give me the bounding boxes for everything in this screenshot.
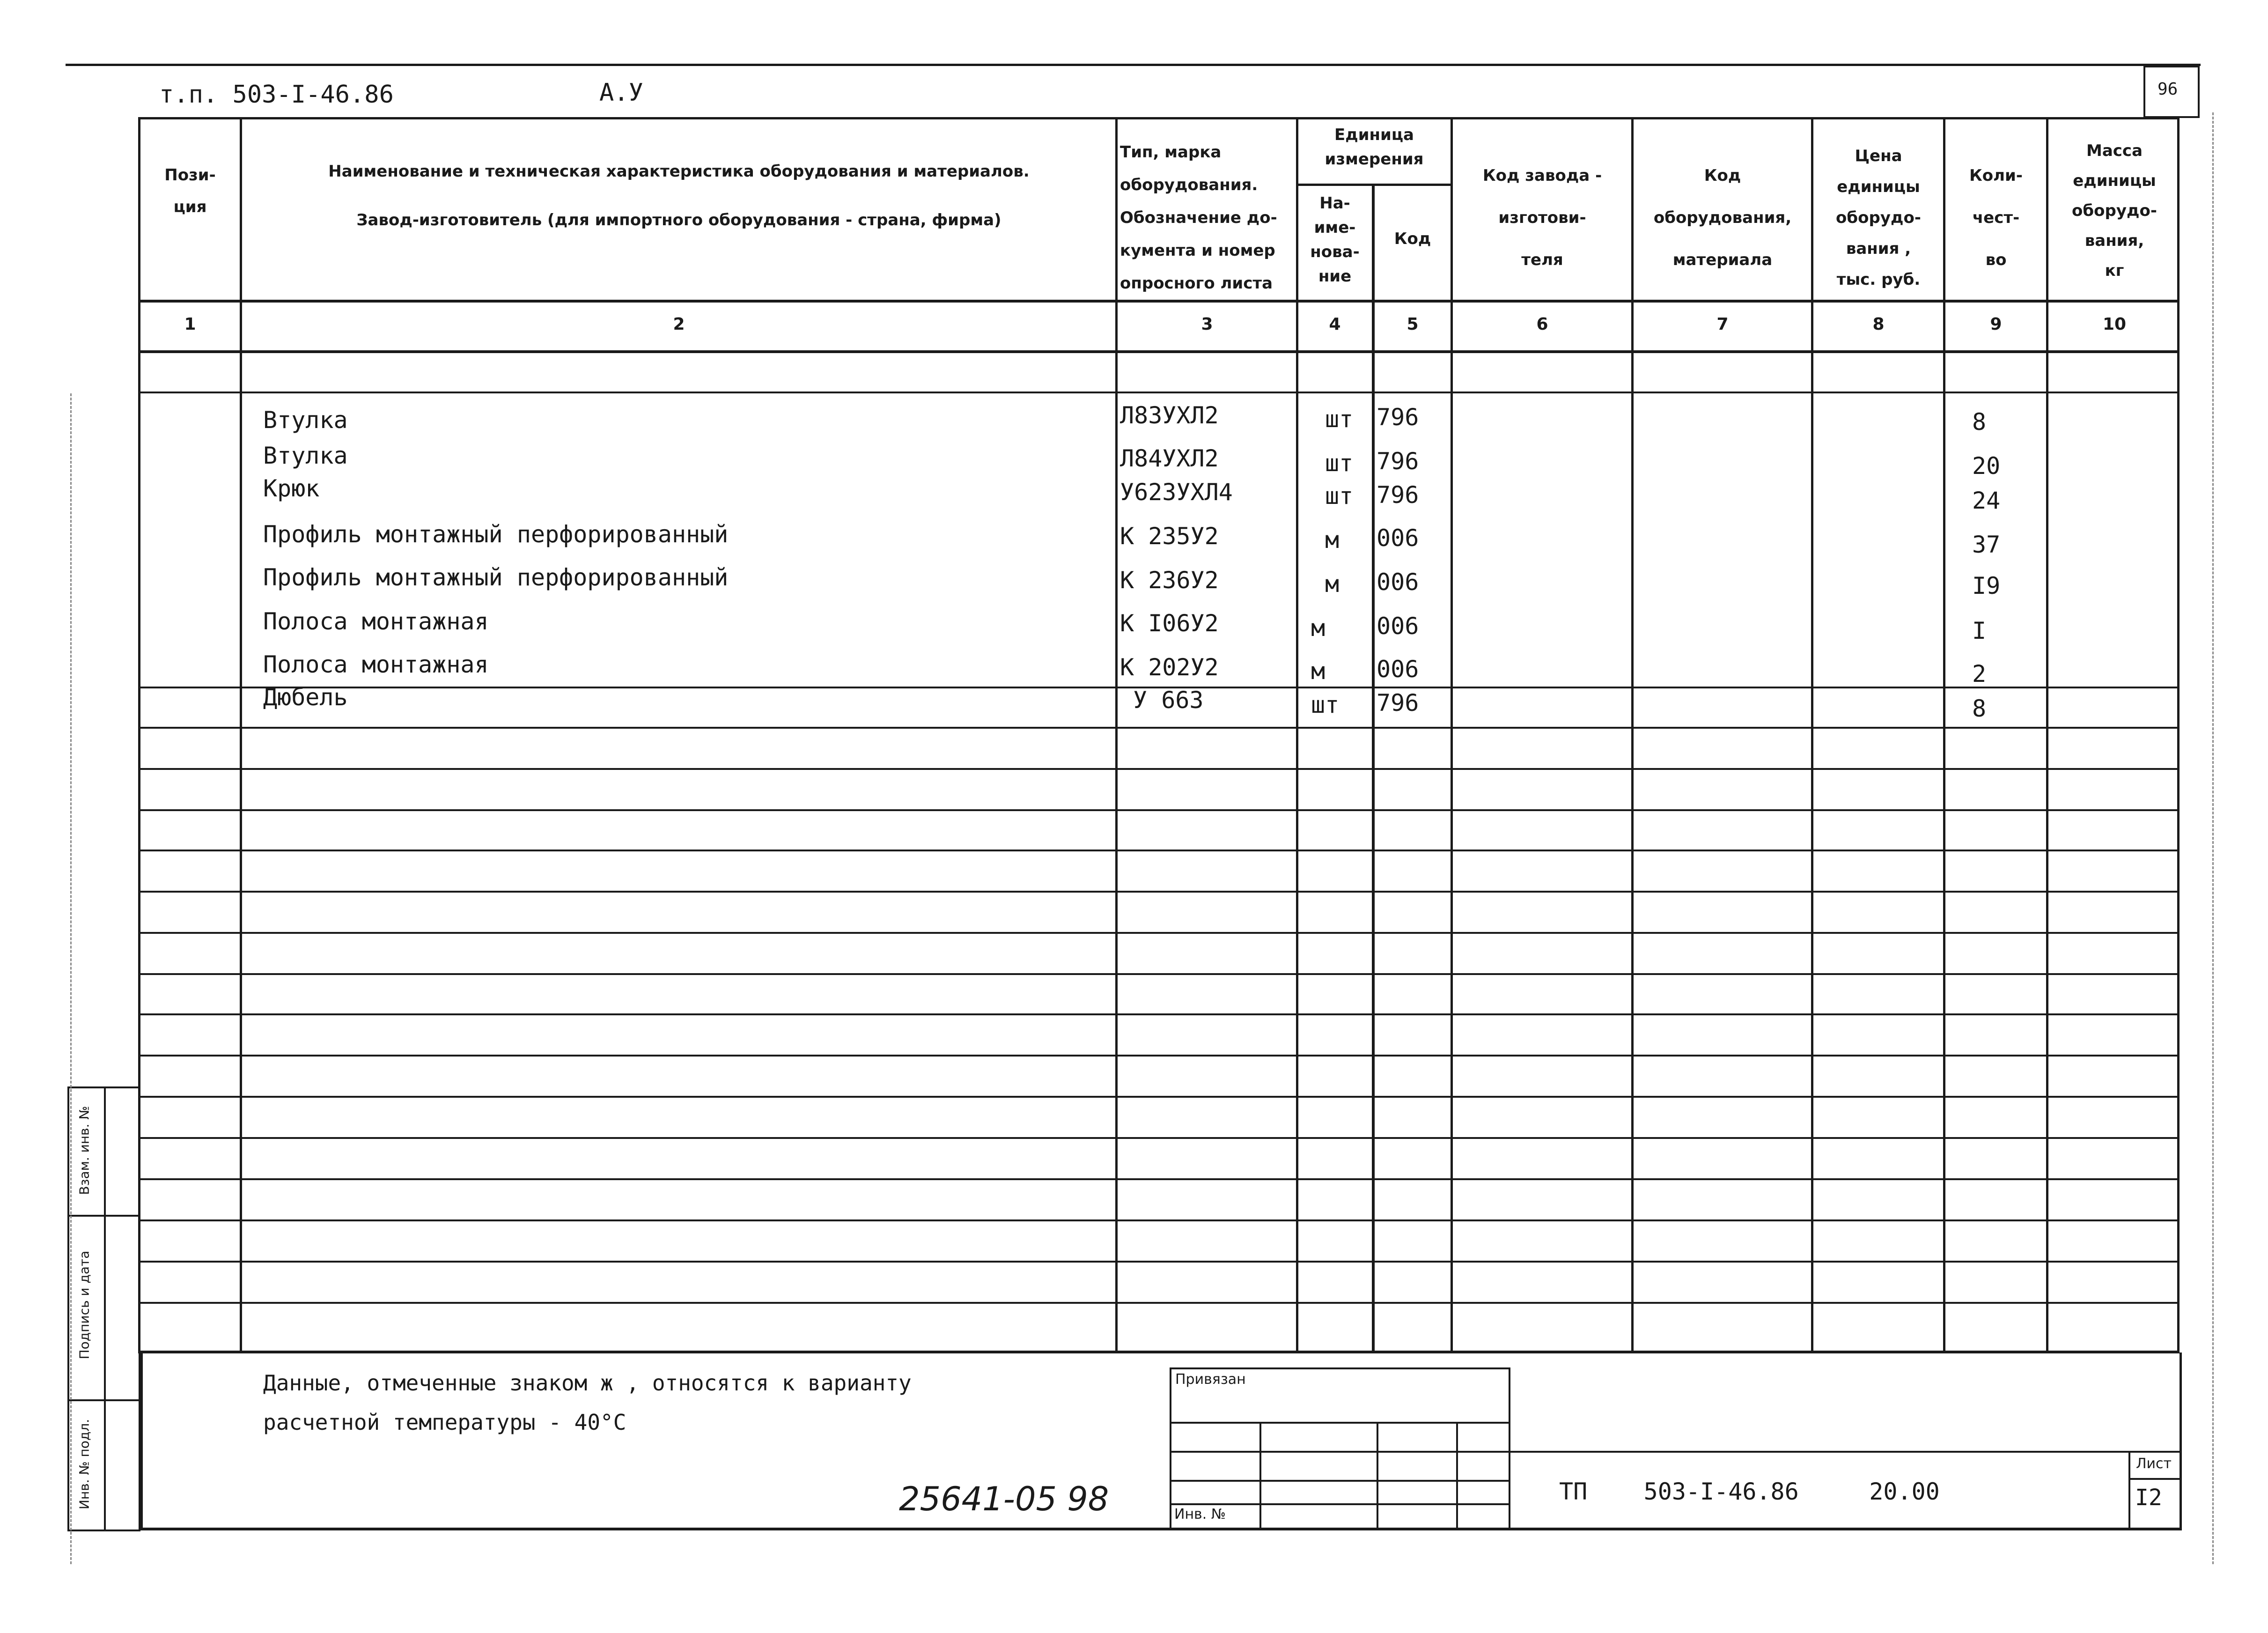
item-code: 006 [1377, 569, 1419, 596]
item-name: Дюбель [263, 684, 348, 711]
colnum-5: 5 [1406, 315, 1419, 334]
footer-note-line-1: Данные, отмеченные знаком ж , относятся к варианту [263, 1370, 912, 1396]
side-stamp-rule-1 [67, 1215, 140, 1217]
privyazan-rule-3 [1170, 1480, 1510, 1482]
sheet-section: А.У [599, 79, 643, 107]
col-header-unit-code: Код [1394, 229, 1431, 248]
document-code: ТП 503-I-46.86 20.00 [1559, 1478, 1940, 1505]
item-code: 796 [1377, 689, 1419, 717]
item-qty: 8 [1972, 408, 1987, 436]
colnum-3: 3 [1201, 315, 1213, 334]
col-header-quantity: Коли- чест- во [1969, 166, 2023, 269]
item-unit: шт [1325, 482, 1354, 510]
col-header-equipment-code: Код оборудования, материала [1653, 166, 1792, 269]
col-line-3 [1296, 117, 1298, 1353]
colnum-6: 6 [1536, 315, 1548, 334]
col-header-mass: Масса единицы оборудо- вания, кг [2072, 141, 2157, 280]
side-stamp-replace-inv: Взам. инв. № [76, 1106, 92, 1195]
top-rule [66, 64, 2201, 66]
item-name: Профиль монтажный перфорированный [263, 521, 729, 548]
privyazan-vline-3 [1456, 1422, 1458, 1530]
privyazan-rule-4 [1170, 1503, 1510, 1505]
side-stamp-signature-date: Подпись и дата [76, 1250, 92, 1360]
item-unit: м [1325, 570, 1340, 598]
privyazan-label: Привязан [1175, 1371, 1246, 1388]
privyazan-rule-1 [1170, 1422, 1510, 1424]
item-type: К 236У2 [1120, 567, 1219, 594]
colnum-7: 7 [1716, 315, 1729, 334]
header-bottom-rule [138, 300, 2180, 303]
item-qty: 20 [1972, 452, 2001, 480]
item-unit: шт [1311, 691, 1340, 718]
item-qty: 8 [1972, 695, 1987, 722]
item-code: 006 [1377, 656, 1419, 683]
footer-note-line-2: расчетной температуры - 40°С [263, 1410, 626, 1435]
col-line-5 [1451, 117, 1453, 1353]
side-stamp-divider [104, 1086, 106, 1531]
col-header-unit-group: Единица измерения [1325, 126, 1424, 169]
doc-code-rule [1510, 1451, 2180, 1453]
col-header-position: Пози- ция [164, 166, 216, 216]
item-type: К 202У2 [1120, 654, 1219, 681]
item-name: Полоса монтажная [263, 608, 489, 635]
item-qty: 37 [1972, 531, 2001, 558]
item-type: Л84УХЛ2 [1120, 445, 1219, 472]
colnum-4: 4 [1329, 315, 1341, 334]
side-stamp-orig-inv: Инв. № подл. [76, 1419, 92, 1510]
sheet-number: I2 [2135, 1485, 2162, 1511]
privyazan-rule-2 [1170, 1451, 1510, 1453]
privyazan-vline-1 [1259, 1422, 1261, 1530]
item-unit: шт [1325, 406, 1354, 433]
item-qty: I9 [1972, 572, 2001, 599]
colnum-9: 9 [1990, 315, 2002, 334]
item-qty: 24 [1972, 487, 2001, 514]
item-name: Втулка [263, 442, 348, 469]
item-name: Крюк [263, 475, 320, 502]
item-unit: м [1311, 614, 1325, 642]
col-line-8 [1943, 117, 1945, 1353]
colnum-1: 1 [184, 315, 196, 334]
col-header-type: Тип, марка оборудования. Обозначение до- кумента и номер опросного листа [1120, 143, 1277, 293]
item-qty: 2 [1972, 660, 1987, 687]
page-corner-number: 96 [2158, 80, 2178, 99]
col-line-6 [1631, 117, 1634, 1353]
item-unit: м [1325, 526, 1340, 554]
col-line-9 [2046, 117, 2048, 1353]
colnum-10: 10 [2102, 315, 2127, 334]
item-name: Полоса монтажная [263, 651, 489, 678]
item-type: У623УХЛ4 [1120, 479, 1233, 506]
col-header-name: Наименование и техническая характеристика оборудования и материалов. Завод-изготовитель (для импортного оборудования - страна, фирма) [328, 162, 1030, 229]
right-cut-margin [2212, 112, 2214, 1564]
item-code: 006 [1377, 525, 1419, 552]
table-frame [138, 117, 2180, 1353]
col-line-2 [1115, 117, 1118, 1353]
sheet-label: Лист [2136, 1456, 2172, 1472]
col-line-1 [240, 117, 242, 1353]
sheet-number-rule [2128, 1478, 2180, 1480]
colnum-2: 2 [673, 315, 685, 334]
item-type: У 663 [1133, 687, 1204, 714]
item-code: 006 [1377, 613, 1419, 640]
inventory-number-label: Инв. № [1174, 1506, 1226, 1522]
col-header-price: Цена единицы оборудо- вания , тыс. руб. [1836, 147, 1921, 289]
colnum-8: 8 [1872, 315, 1885, 334]
col-header-factory-code: Код завода - изготови- теля [1482, 166, 1602, 269]
item-type: К 235У2 [1120, 523, 1219, 550]
side-stamp-rule-2 [67, 1399, 140, 1401]
item-qty: I [1972, 617, 1987, 644]
item-unit: м [1311, 658, 1325, 685]
sheet-code: т.п. 503-I-46.86 [159, 81, 394, 109]
colnum-bottom-rule [138, 350, 2180, 353]
left-cut-margin [70, 393, 72, 1564]
col-header-unit-name: На- име- нова- ние [1310, 194, 1360, 286]
privyazan-vline-2 [1377, 1422, 1378, 1530]
item-type: Л83УХЛ2 [1120, 402, 1219, 429]
item-name: Втулка [263, 406, 348, 434]
item-code: 796 [1377, 481, 1419, 509]
handwritten-number: 25641-05 98 [899, 1480, 1109, 1518]
item-name: Профиль монтажный перфорированный [263, 564, 729, 591]
item-code: 796 [1377, 404, 1419, 431]
item-type: К I06У2 [1120, 610, 1219, 637]
col-line-7 [1811, 117, 1813, 1353]
item-unit: шт [1325, 450, 1354, 477]
item-code: 796 [1377, 448, 1419, 475]
